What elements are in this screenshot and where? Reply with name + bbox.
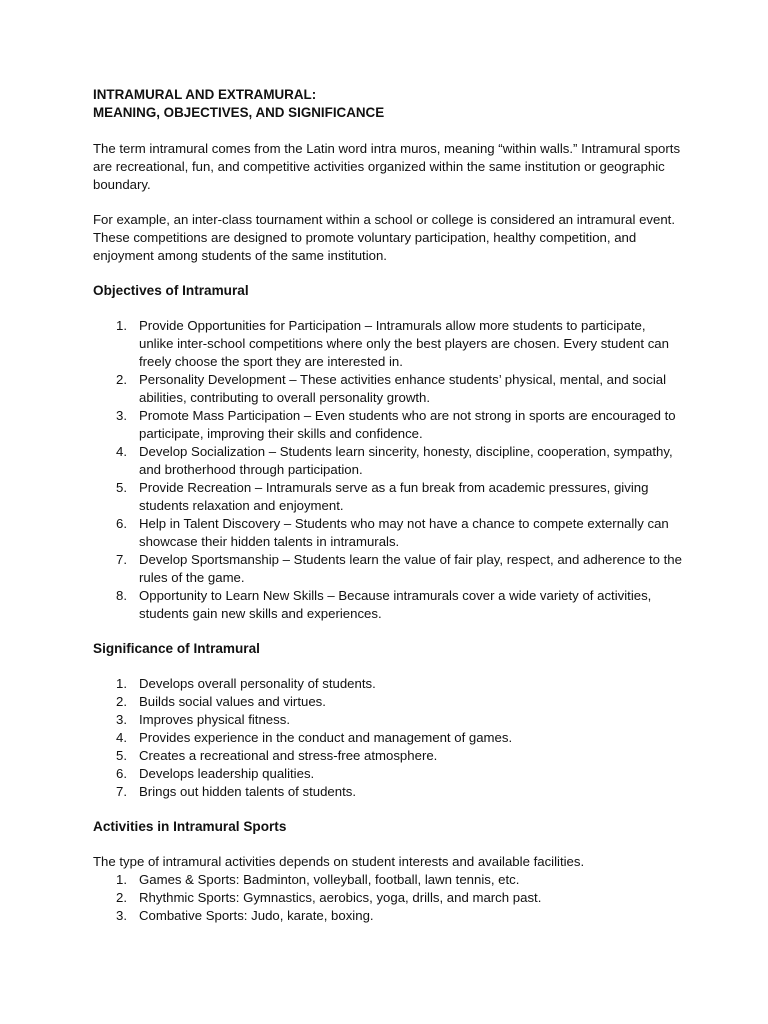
list-item-text: Provide Opportunities for Participation – Intramurals allow more students to participate, unlike inter-school competitions where only the best players are chosen. Every student can freely choose the sport they are interested in. [139, 318, 669, 369]
list-item [93, 479, 683, 515]
list-item-text: Improves physical fitness. [139, 712, 290, 727]
list-item [93, 907, 683, 925]
list-item-text: Brings out hidden talents of students. [139, 784, 357, 799]
list-number: 2. [116, 694, 127, 709]
list-number: 3. [116, 908, 127, 923]
list-item [93, 371, 683, 407]
list-number: 5. [116, 748, 127, 763]
list-item-text: Develops leadership qualities. [139, 766, 315, 781]
list-item [93, 729, 683, 747]
list-number: 2. [116, 890, 127, 905]
list-item-text: Combative Sports: Judo, karate, boxing. [139, 908, 374, 923]
list-item [93, 693, 683, 711]
list-item [93, 551, 683, 587]
list-item [93, 889, 683, 907]
list-item-text: Develop Socialization – Students learn sincerity, honesty, discipline, cooperation, sympathy, and brotherhood through participation. [139, 444, 673, 477]
list-item [93, 783, 683, 801]
list-item-text: Rhythmic Sports: Gymnastics, aerobics, yoga, drills, and march past. [139, 890, 542, 905]
list-item [93, 317, 683, 371]
document-body [93, 86, 683, 925]
list-item-text: Develop Sportsmanship – Students learn the value of fair play, respect, and adherence to the rules of the game. [139, 552, 682, 585]
list-number: 7. [116, 784, 127, 799]
list-item-text: Help in Talent Discovery – Students who may not have a chance to compete externally can showcase their hidden talents in intramurals. [139, 516, 669, 549]
list-item [93, 871, 683, 889]
list-item [93, 587, 683, 623]
activities-list [93, 871, 683, 925]
list-item [93, 711, 683, 729]
list-item-text: Personality Development – These activities enhance students’ physical, mental, and social abilities, contributing to overall personality growth. [139, 372, 667, 405]
list-number: 1. [116, 318, 127, 333]
intro-paragraph-1: The term intramural comes from the Latin word intra muros, meaning “within walls.” Intramural sports are recreational, fun, and competitive activities organized within the same institution or geographic boundary. [93, 141, 681, 192]
list-item-text: Promote Mass Participation – Even students who are not strong in sports are encouraged to participate, improving their skills and confidence. [139, 408, 676, 441]
list-number: 6. [116, 766, 127, 781]
list-number: 3. [116, 712, 127, 727]
list-item-text: Provides experience in the conduct and management of games. [139, 730, 513, 745]
list-number: 4. [116, 444, 127, 459]
list-item [93, 747, 683, 765]
list-item-text: Develops overall personality of students. [139, 676, 376, 691]
list-item [93, 765, 683, 783]
list-item-text: Games & Sports: Badminton, volleyball, football, lawn tennis, etc. [139, 872, 520, 887]
document-title [93, 86, 683, 122]
activities-heading: Activities in Intramural Sports [93, 819, 287, 834]
list-item-text: Builds social values and virtues. [139, 694, 326, 709]
list-number: 4. [116, 730, 127, 745]
list-number: 7. [116, 552, 127, 567]
list-number: 6. [116, 516, 127, 531]
list-number: 3. [116, 408, 127, 423]
activities-intro: The type of intramural activities depends on student interests and available facilities. [93, 854, 585, 869]
list-item-text: Opportunity to Learn New Skills – Because intramurals cover a wide variety of activities, students gain new skills and experiences. [139, 588, 652, 621]
list-item [93, 407, 683, 443]
list-number: 1. [116, 872, 127, 887]
list-item [93, 515, 683, 551]
significance-list [93, 675, 683, 801]
list-number: 1. [116, 676, 127, 691]
list-item-text: Creates a recreational and stress-free atmosphere. [139, 748, 438, 763]
objectives-list [93, 317, 683, 623]
title-line-2: MEANING, OBJECTIVES, AND SIGNIFICANCE [93, 105, 385, 120]
list-item [93, 443, 683, 479]
intro-paragraph-2: For example, an inter-class tournament within a school or college is considered an intramural event. These competitions are designed to promote voluntary participation, healthy competition, and enjoyment among students of the same institution. [93, 212, 676, 263]
significance-heading: Significance of Intramural [93, 641, 260, 656]
objectives-heading: Objectives of Intramural [93, 283, 249, 298]
list-item-text: Provide Recreation – Intramurals serve as a fun break from academic pressures, giving students relaxation and enjoyment. [139, 480, 649, 513]
list-number: 8. [116, 588, 127, 603]
list-item [93, 675, 683, 693]
title-line-1: INTRAMURAL AND EXTRAMURAL: [93, 87, 317, 102]
list-number: 5. [116, 480, 127, 495]
list-number: 2. [116, 372, 127, 387]
